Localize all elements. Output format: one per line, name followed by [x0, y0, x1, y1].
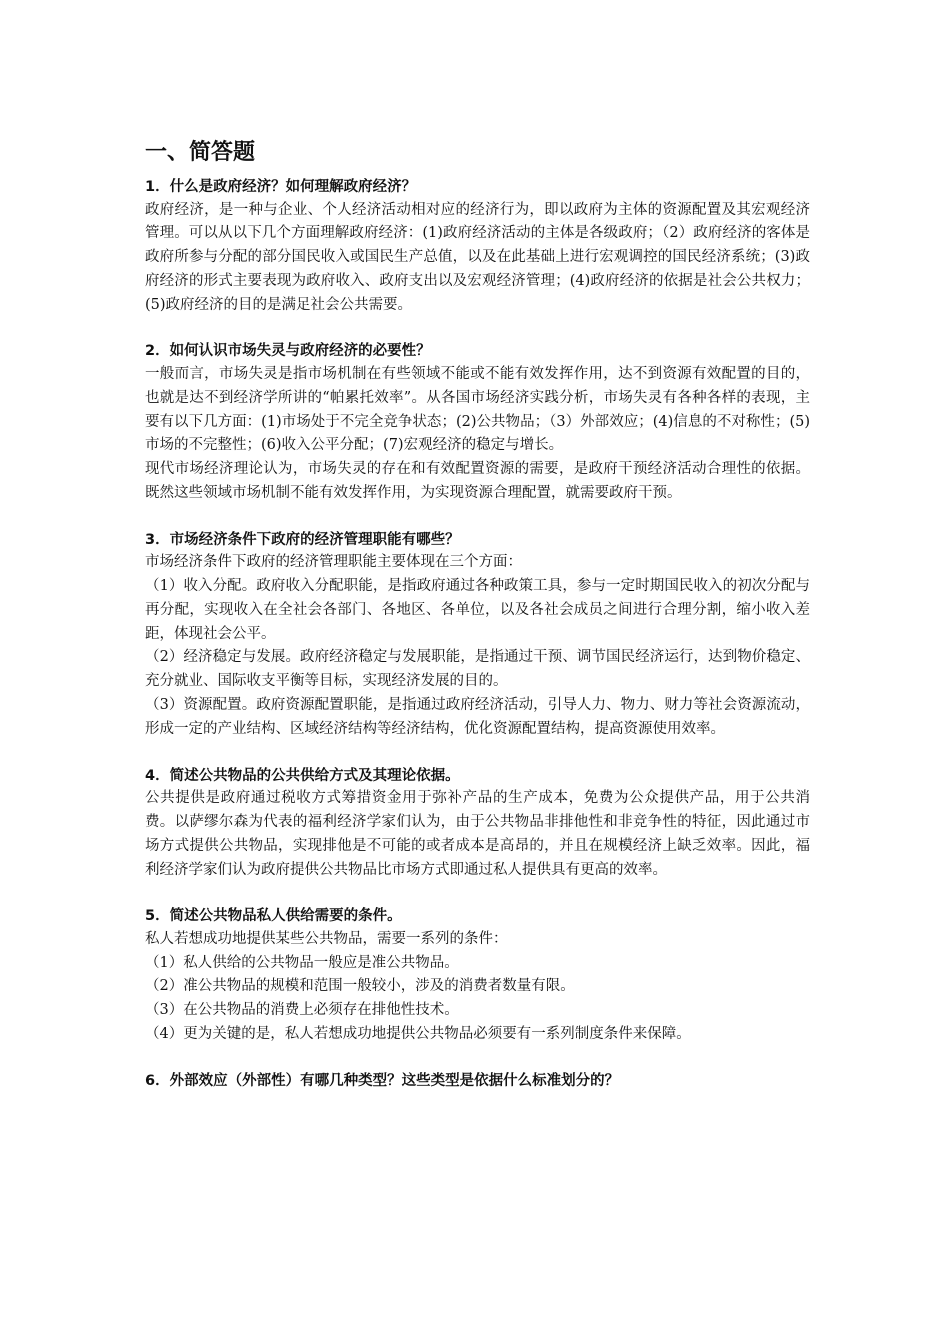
- answer-paragraph: 现代市场经济理论认为，市场失灵的存在和有效配置资源的需要，是政府干预经济活动合理性的依据。既然这些领域市场机制不能有效发挥作用，为实现资源合理配置，就需要政府干预。: [145, 461, 810, 501]
- question-2: [145, 340, 810, 505]
- question-title: 2．如何认识市场失灵与政府经济的必要性？: [145, 343, 431, 360]
- question-6: [145, 1070, 810, 1093]
- question-title: 3．市场经济条件下政府的经济管理职能有哪些？: [145, 531, 460, 548]
- answer-paragraph: （4）更为关键的是，私人若想成功地提供公共物品必须要有一系列制度条件来保障。: [145, 1026, 691, 1043]
- question-title: 4．简述公共物品的公共供给方式及其理论依据。: [145, 767, 460, 784]
- answer-paragraph: （2）经济稳定与发展。政府经济稳定与发展职能，是指通过干预、调节国民经济运行，达到物价稳定、充分就业、国际收支平衡等目标，实现经济发展的目的。: [145, 649, 810, 690]
- question-title: 5．简述公共物品私人供给需要的条件。: [145, 908, 402, 925]
- question-list: [145, 176, 810, 1092]
- question-title: 1．什么是政府经济？如何理解政府经济？: [145, 179, 417, 195]
- question-5: [145, 905, 810, 1046]
- answer-paragraph: 市场经济条件下政府的经济管理职能主要体现在三个方面：: [145, 554, 522, 571]
- section-heading: 一、简答题: [145, 140, 256, 165]
- answer-paragraph: 政府经济，是一种与企业、个人经济活动相对应的经济行为，即以政府为主体的资源配置及其宏观经济管理。可以从以下几个方面理解政府经济：(1)政府经济活动的主体是各级政府；（2）政府经济的客体是政府所参与分配的部分国民收入或国民生产总值，以及在此基础上进行宏观调控的国民经济系统；(3)政府经济的形式主要表现为政府收入、政府支出以及宏观经济管理；(4)政府经济的依据是社会公共权力；(5)政府经济的目的是满足社会公共需要。: [145, 201, 810, 313]
- answer-paragraph: 公共提供是政府通过税收方式筹措资金用于弥补产品的生产成本，免费为公众提供产品，用于公共消费。以萨缪尔森为代表的福利经济学家们认为，由于公共物品非排他性和非竞争性的特征，因此通过市场方式提供公共物品，实现排他是不可能的或者成本是高昂的，并且在规模经济上缺乏效率。因此，福利经济学家们认为政府提供公共物品比市场方式即通过私人提供具有更高的效率。: [145, 790, 810, 878]
- question-4: [145, 765, 810, 883]
- answer-paragraph: （2）准公共物品的规模和范围一般较小，涉及的消费者数量有限。: [145, 978, 575, 995]
- question-1: [145, 176, 810, 317]
- answer-paragraph: 私人若想成功地提供某些公共物品，需要一系列的条件：: [145, 930, 508, 947]
- answer-paragraph: （1）私人供给的公共物品一般应是准公共物品。: [145, 954, 459, 971]
- answer-paragraph: （1）收入分配。政府收入分配职能，是指政府通过各种政策工具，参与一定时期国民收入的初次分配与再分配，实现收入在全社会各部门、各地区、各单位，以及各社会成员之间进行合理分割，缩小收入差距，体现社会公平。: [145, 578, 810, 642]
- answer-paragraph: 一般而言，市场失灵是指市场机制在有些领域不能或不能有效发挥作用，达不到资源有效配置的目的，也就是达不到经济学所讲的“帕累托效率”。从各国市场经济实践分析，市场失灵有各种各样的表现，主要有以下几方面：(1)市场处于不完全竞争状态；(2)公共物品；（3）外部效应；(4)信息的不对称性；(5)市场的不完整性；(6)收入公平分配；(7)宏观经济的稳定与增长。: [145, 365, 810, 454]
- answer-paragraph: （3）在公共物品的消费上必须存在排他性技术。: [145, 1002, 459, 1019]
- question-3: [145, 529, 810, 742]
- answer-paragraph: （3）资源配置。政府资源配置职能，是指通过政府经济活动，引导人力、物力、财力等社会资源流动，形成一定的产业结构、区域经济结构等经济结构，优化资源配置结构，提高资源使用效率。: [145, 697, 810, 737]
- question-title: 6．外部效应（外部性）有哪几种类型？这些类型是依据什么标准划分的？: [145, 1072, 620, 1089]
